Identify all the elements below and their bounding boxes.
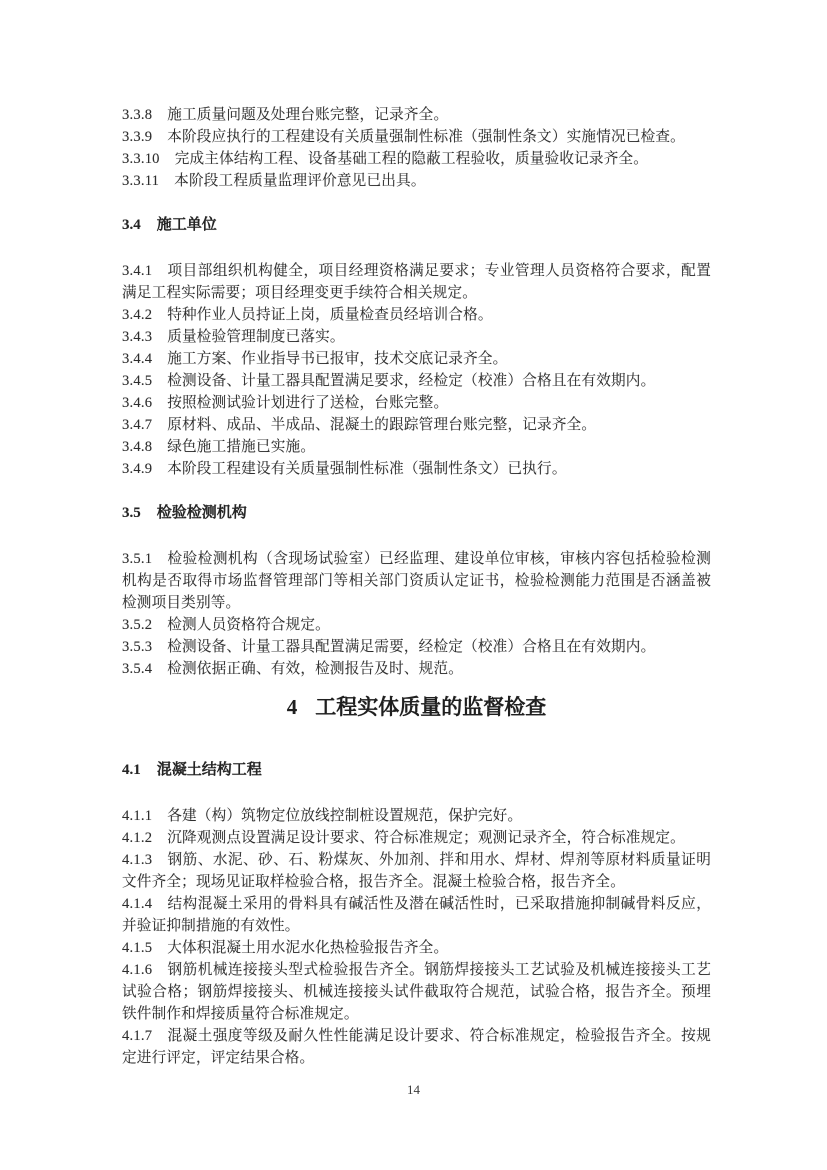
clause-text: 特种作业人员持证上岗，质量检查员经培训合格。 (167, 307, 493, 323)
clause-text: 钢筋、水泥、砂、石、粉煤灰、外加剂、拌和用水、焊材、焊剂等原材料质量证明文件齐全；现场见证取样检验合格，报告齐全。混凝土检验合格，报告齐全。 (122, 852, 711, 890)
clause-number: 3.5.4 (122, 661, 153, 677)
clause-text: 检测人员资格符合规定。 (167, 617, 330, 633)
clause-item (122, 304, 711, 326)
clause-number: 3.4.3 (122, 329, 153, 345)
clause-item (122, 436, 711, 458)
clause-text: 大体积混凝土用水泥水化热检验报告齐全。 (167, 940, 449, 956)
clause-text: 混凝土强度等级及耐久性性能满足设计要求、符合标准规定，检验报告齐全。按规定进行评定，评定结果合格。 (122, 1028, 711, 1066)
clause-item (122, 392, 711, 414)
clause-number: 3.4.7 (122, 417, 153, 433)
clause-number: 4.1.6 (122, 962, 153, 978)
clause-number: 3.5.1 (122, 551, 153, 567)
clause-text: 完成主体结构工程、设备基础工程的隐蔽工程验收，质量验收记录齐全。 (174, 151, 649, 167)
clause-text: 检验检测机构（含现场试验室）已经监理、建设单位审核，审核内容包括检验检测机构是否取得市场监督管理部门等相关部门资质认定证书，检验检测能力范围是否涵盖被检测项目类别等。 (122, 551, 711, 611)
clause-text: 施工方案、作业指导书已报审，技术交底记录齐全。 (167, 351, 508, 367)
page-number: 14 (407, 1082, 420, 1097)
clause-number: 3.5.3 (122, 639, 153, 655)
document-content (122, 104, 711, 1069)
clause-item (122, 827, 711, 849)
clause-text: 钢筋机械连接接头型式检验报告齐全。钢筋焊接接头工艺试验及机械连接接头工艺试验合格；钢筋焊接接头、机械连接接头试件截取符合规范，试验合格，报告齐全。预埋铁件制作和焊接质量符合标准规定。 (122, 962, 711, 1022)
clause-number: 3.3.11 (122, 173, 160, 189)
clause-text: 本阶段工程建设有关质量强制性标准（强制性条文）已执行。 (167, 461, 567, 477)
chapter-heading (122, 692, 711, 723)
clause-number: 3.4.9 (122, 461, 153, 477)
clause-text: 检测设备、计量工器具配置满足要求，经检定（校准）合格且在有效期内。 (167, 373, 656, 389)
clause-text: 结构混凝土采用的骨料具有碱活性及潜在碱活性时，已采取措施抑制碱骨料反应，并验证抑制措施的有效性。 (122, 896, 711, 934)
clause-number: 4.1.1 (122, 808, 153, 824)
clause-text: 本阶段应执行的工程建设有关质量强制性标准（强制性条文）实施情况已检查。 (167, 129, 685, 145)
clause-number: 3.4.1 (122, 263, 153, 279)
clause-item (122, 849, 711, 893)
clause-item (122, 260, 711, 304)
clause-number: 4.1.3 (122, 852, 153, 868)
section-title: 施工单位 (156, 216, 217, 233)
clause-text: 按照检测试验计划进行了送检，台账完整。 (167, 395, 449, 411)
clause-number: 4.1.7 (122, 1028, 153, 1044)
clause-text: 施工质量问题及处理台账完整，记录齐全。 (167, 107, 449, 123)
clause-item (122, 614, 711, 636)
clause-item (122, 348, 711, 370)
clause-text: 检测设备、计量工器具配置满足需要，经检定（校准）合格且在有效期内。 (167, 639, 656, 655)
clause-text: 质量检验管理制度已落实。 (167, 329, 345, 345)
clause-item (122, 548, 711, 614)
clause-item (122, 658, 711, 680)
section-number: 3.4 (122, 217, 141, 233)
clause-number: 3.4.8 (122, 439, 153, 455)
clause-number: 4.1.4 (122, 896, 153, 912)
clause-text: 项目部组织机构健全，项目经理资格满足要求；专业管理人员资格符合要求，配置满足工程实际需要；项目经理变更手续符合相关规定。 (122, 263, 711, 301)
clause-text: 各建（构）筑物定位放线控制桩设置规范，保护完好。 (167, 808, 523, 824)
clause-text: 检测依据正确、有效，检测报告及时、规范。 (167, 661, 464, 677)
clause-number: 3.4.4 (122, 351, 153, 367)
clause-number: 3.3.8 (122, 107, 153, 123)
clause-number: 4.1.2 (122, 830, 153, 846)
section-heading (122, 759, 711, 781)
clause-number: 3.4.5 (122, 373, 153, 389)
clause-text: 本阶段工程质量监理评价意见已出具。 (174, 173, 426, 189)
clause-item (122, 805, 711, 827)
clause-item (122, 104, 711, 126)
chapter-title: 工程实体质量的监督检查 (315, 696, 547, 719)
clause-item (122, 1025, 711, 1069)
clause-item (122, 414, 711, 436)
section-title: 检验检测机构 (156, 504, 247, 521)
clause-item (122, 148, 711, 170)
clause-number: 3.3.9 (122, 129, 153, 145)
clause-item (122, 170, 711, 192)
clause-item (122, 458, 711, 480)
clause-number: 3.5.2 (122, 617, 153, 633)
clause-number: 3.3.10 (122, 151, 160, 167)
clause-number: 3.4.2 (122, 307, 153, 323)
clause-number: 4.1.5 (122, 940, 153, 956)
clause-item (122, 959, 711, 1025)
clause-item (122, 893, 711, 937)
section-heading (122, 502, 711, 524)
clause-item (122, 126, 711, 148)
section-heading (122, 214, 711, 236)
clause-item (122, 370, 711, 392)
section-number: 4.1 (122, 762, 141, 778)
clause-item (122, 937, 711, 959)
clause-number: 3.4.6 (122, 395, 153, 411)
clause-text: 原材料、成品、半成品、混凝土的跟踪管理台账完整，记录齐全。 (167, 417, 597, 433)
chapter-number: 4 (286, 695, 298, 719)
clause-text: 绿色施工措施已实施。 (167, 439, 316, 455)
clause-item (122, 326, 711, 348)
section-number: 3.5 (122, 505, 141, 521)
clause-text: 沉降观测点设置满足设计要求、符合标准规定；观测记录齐全，符合标准规定。 (167, 830, 685, 846)
section-title: 混凝土结构工程 (156, 761, 262, 778)
clause-item (122, 636, 711, 658)
